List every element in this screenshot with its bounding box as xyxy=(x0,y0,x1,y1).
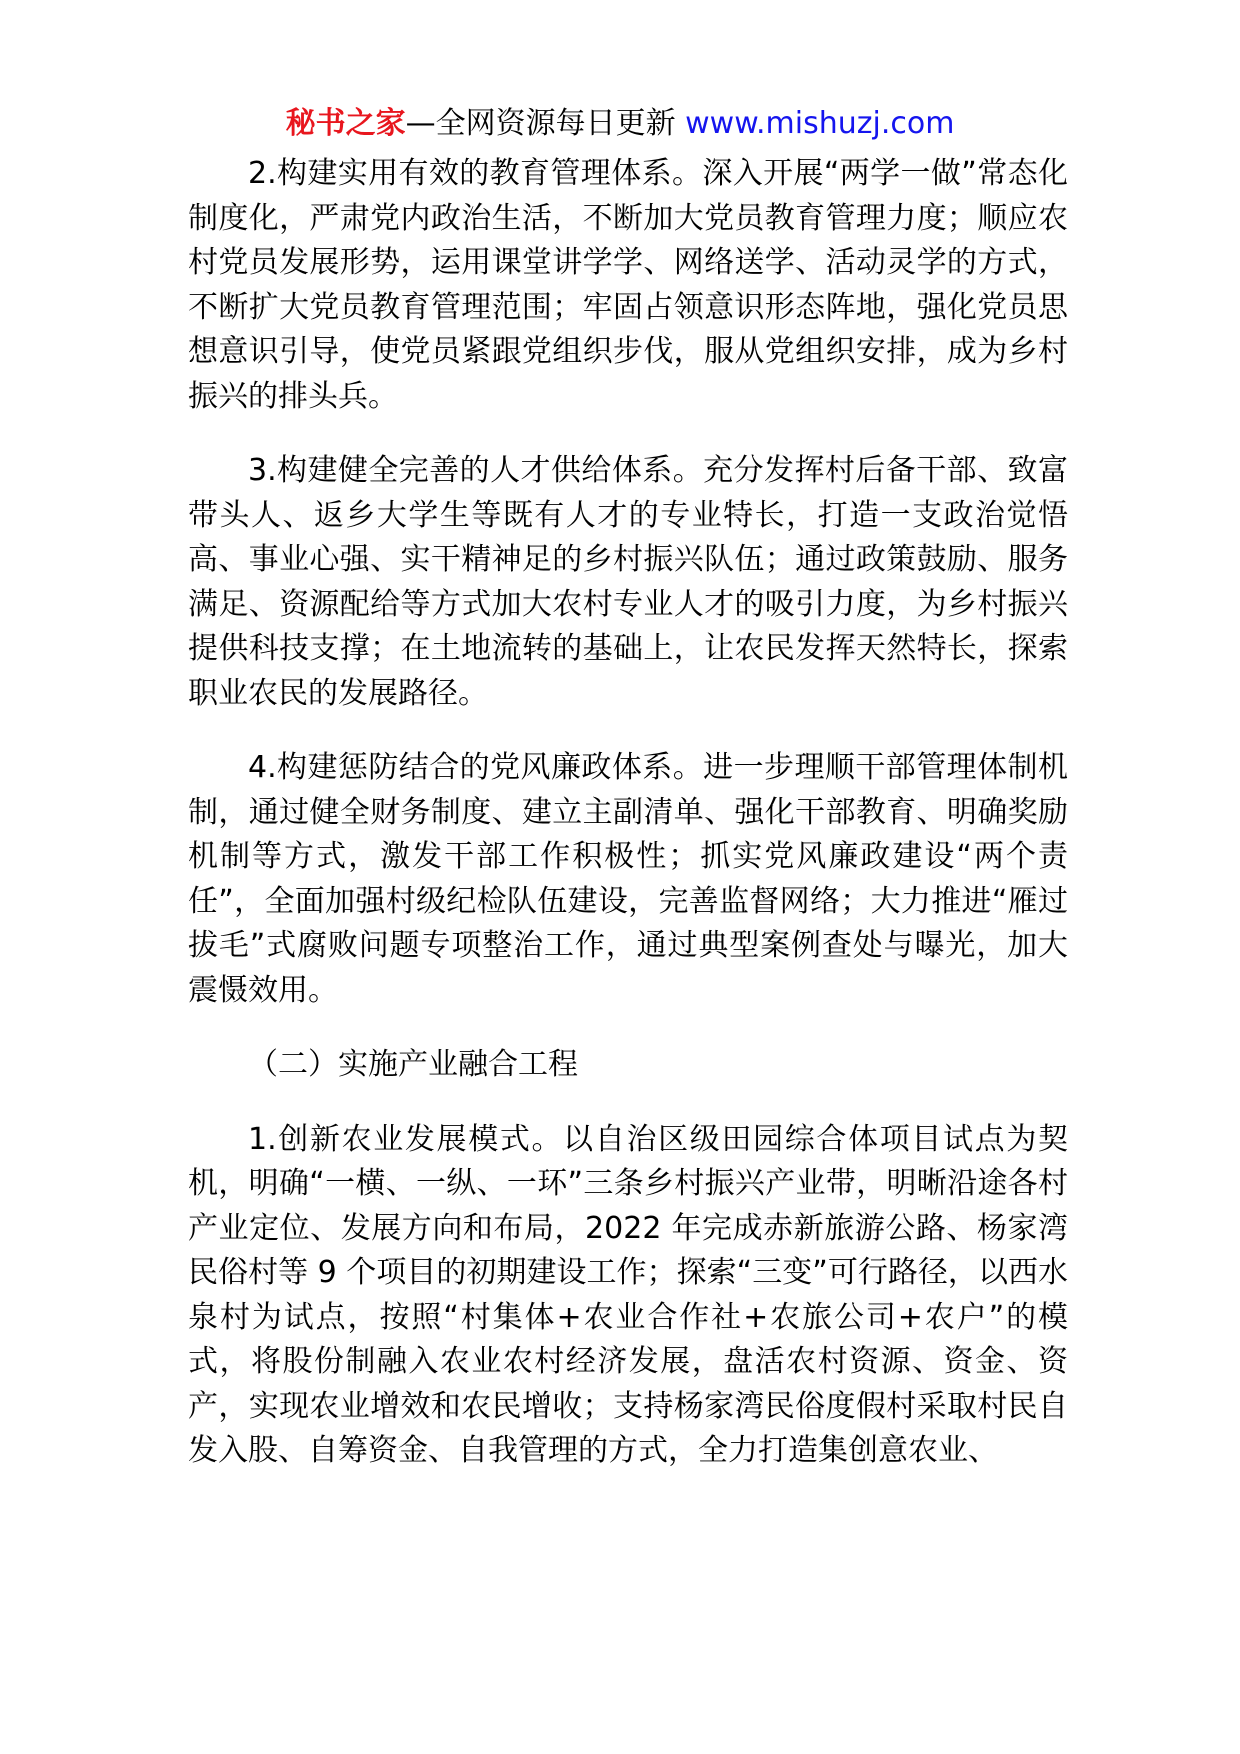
page-header xyxy=(0,104,1240,144)
paragraph-education-system: 2.构建实用有效的教育管理体系。深入开展“两学一做”常态化制度化，严肃党内政治生活，不断加大党员教育管理力度；顺应农村党员发展形势，运用课堂讲学学、网络送学、活动灵学的方式，不断扩大党员教育管理范围；牢固占领意识形态阵地，强化党员思想意识引导，使党员紧跟党组织步伐，服从党组织安排，成为乡村振兴的排头兵。 xyxy=(188,156,1068,414)
paragraph-talent-system: 3.构建健全完善的人才供给体系。充分发挥村后备干部、致富带头人、返乡大学生等既有人才的专业特长，打造一支政治觉悟高、事业心强、实干精神足的乡村振兴队伍；通过政策鼓励、服务满足、资源配给等方式加大农村专业人才的吸引力度，为乡村振兴提供科技支撑；在土地流转的基础上，让农民发挥天然特长，探索职业农民的发展路径。 xyxy=(188,453,1068,711)
section-heading: （二）实施产业融合工程 xyxy=(248,1047,578,1082)
document-body xyxy=(188,152,1068,1504)
header-slogan: —全网资源每日更新 xyxy=(405,106,676,141)
paragraph-integrity-system: 4.构建惩防结合的党风廉政体系。进一步理顺干部管理体制机制，通过健全财务制度、建立主副清单、强化干部教育、明确奖励机制等方式，激发干部工作积极性；抓实党风廉政建设“两个责任”，全面加强村级纪检队伍建设，完善监督网络；大力推进“雁过拔毛”式腐败问题专项整治工作，通过典型案例查处与曝光，加大震慑效用。 xyxy=(188,750,1068,1008)
brand-name: 秘书之家 xyxy=(285,106,406,141)
paragraph-agriculture-model: 1.创新农业发展模式。以自治区级田园综合体项目试点为契机，明确“一横、一纵、一环”三条乡村振兴产业带，明晰沿途各村产业定位、发展方向和布局，2022 年完成赤新旅游公路、杨家湾民俗村等 9 个项目的初期建设工作；探索“三变”可行路径，以西水泉村为试点，按照“村集体+农业合作社+农旅公司+农户”的模式，将股份制融入农业农村经济发展，盘活农村资源、资金、资产，实现农业增效和农民增收；支持杨家湾民俗度假村采取村民自发入股、自筹资金、自我管理的方式，全力打造集创意农业、 xyxy=(188,1121,1068,1468)
site-url: www.mishuzj.com xyxy=(685,106,955,141)
